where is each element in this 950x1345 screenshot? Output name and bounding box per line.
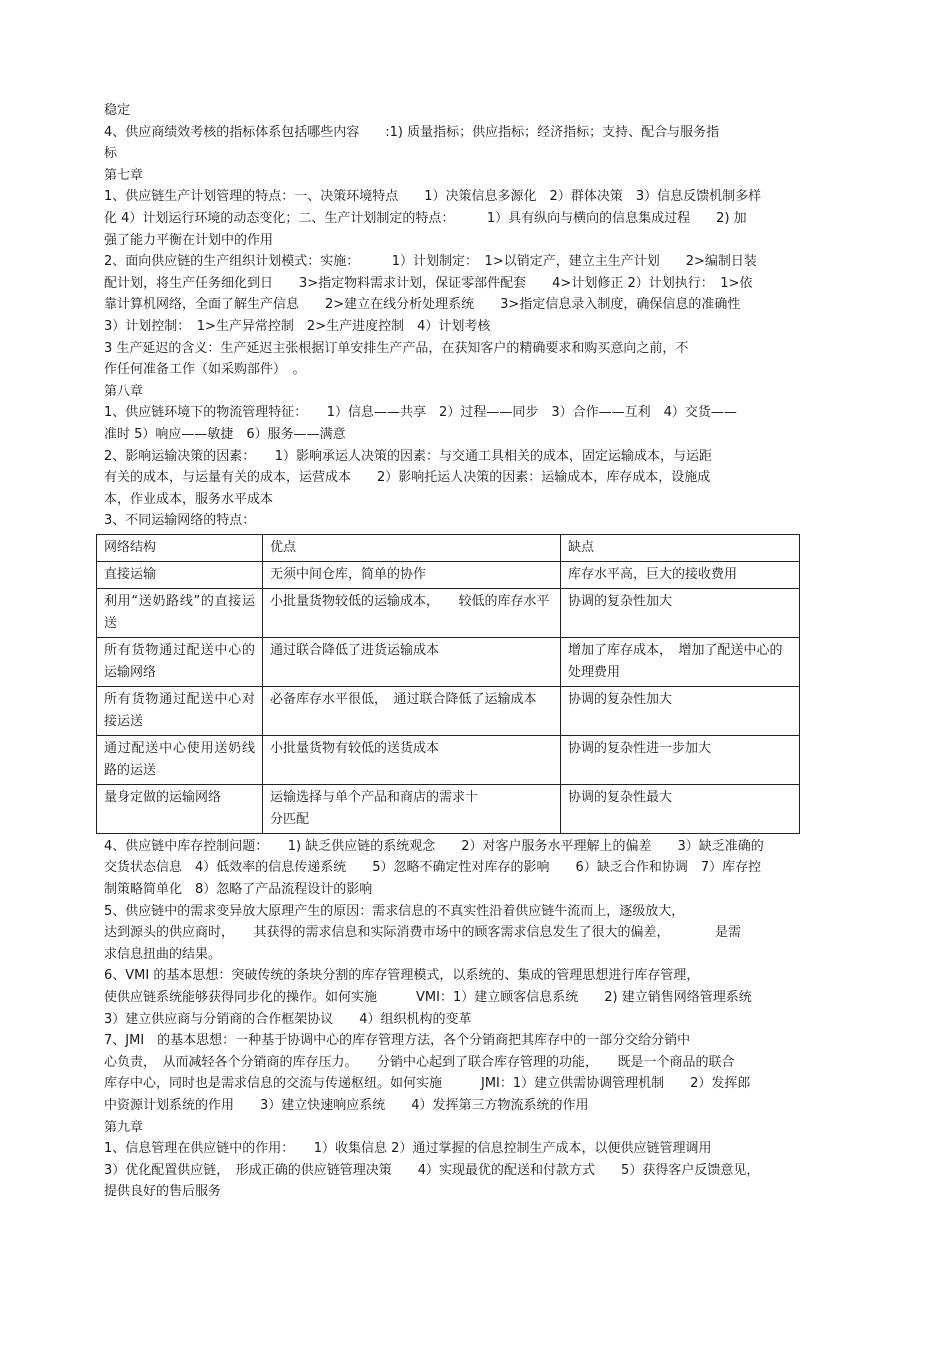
text-block-bottom xyxy=(104,836,849,1203)
text-line: 5、供应链中的需求变异放大原理产生的原因：需求信息的不真实性沿着供应链牛流而上，逐级放大， xyxy=(104,903,685,919)
table-cell: 小批量货物较低的运输成本， 较低的库存水平 xyxy=(263,588,561,637)
table-cell: 必备库存水平很低， 通过联合降低了运输成本 xyxy=(263,686,561,735)
text-line: 有关的成本，与运量有关的成本，运营成本 2）影响托运人决策的因素：运输成本，库存成本，设施成 xyxy=(104,470,711,486)
text-line: 1、供应链环境下的物流管理特征： 1）信息——共享 2）过程——同步 3）合作——互利 4）交货—— xyxy=(104,405,737,421)
text-line: 4、供应链中库存控制问题： 1) 缺乏供应链的系统观念 2）对客户服务水平理解上的偏差 3）缺乏准确的 xyxy=(104,838,764,854)
text-line: 标 xyxy=(104,146,118,162)
table-cell: 协调的复杂性加大 xyxy=(561,686,800,735)
text-line: 强了能力平衡在计划中的作用 xyxy=(104,232,274,248)
text-line: 2、面向供应链的生产组织计划模式：实施： 1）计划制定： 1>以销定产，建立主生产计划 2>编制日装 xyxy=(104,254,757,270)
text-line: 提供良好的售后服务 xyxy=(104,1184,222,1200)
text-line: 作任何准备工作（如采购部件） 。 xyxy=(104,362,306,378)
text-line: 6、VMI 的基本思想：突破传统的条块分割的库存管理模式，以系统的、集成的管理思想进行库存管理， xyxy=(104,968,700,984)
table-row xyxy=(97,588,800,637)
table-cell: 协调的复杂性加大 xyxy=(561,588,800,637)
text-line: 配计划，将生产任务细化到日 3>指定物料需求计划，保证零部件配套 4>计划修正 2）计划执行： 1>依 xyxy=(104,275,753,291)
table-cell: 直接运输 xyxy=(97,561,263,588)
text-block-top xyxy=(104,100,849,532)
table-row xyxy=(97,561,800,588)
text-line: 靠计算机网络，全面了解生产信息 2>建立在线分析处理系统 3>指定信息录入制度，确保信息的准确性 xyxy=(104,297,741,313)
text-line: 3）计划控制： 1>生产异常控制 2>生产进度控制 4）计划考核 xyxy=(104,318,491,334)
table-row xyxy=(97,686,800,735)
table-header-cell: 缺点 xyxy=(561,534,800,561)
table-header-cell: 优点 xyxy=(263,534,561,561)
transport-network-table xyxy=(96,534,800,834)
text-line: 1、供应链生产计划管理的特点：一、决策环境特点 1）决策信息多源化 2）群体决策 3）信息反馈机制多样 xyxy=(104,189,762,205)
table-cell: 利用“送奶路线”的直接运送 xyxy=(97,588,263,637)
text-line: 化 4）计划运行环境的动态变化；二、生产计划制定的特点： 1）具有纵向与横向的信息集成过程 2) 加 xyxy=(104,210,747,226)
table-cell: 增加了库存成本， 增加了配送中心的处理费用 xyxy=(561,637,800,686)
text-line: 达到源头的供应商时， 其获得的需求信息和实际消费市场中的顾客需求信息发生了很大的偏差， 是需 xyxy=(104,925,742,941)
table-cell: 通过联合降低了进货运输成本 xyxy=(263,637,561,686)
text-line: 本，作业成本，服务水平成本 xyxy=(104,491,274,507)
table-header-cell: 网络结构 xyxy=(97,534,263,561)
text-line: 第七章 xyxy=(104,167,144,183)
text-line: 7、JMI 的基本思想：一种基于协调中心的库存管理方法，各个分销商把其库存中的一部分交给分销中 xyxy=(104,1033,691,1049)
text-line: 第八章 xyxy=(104,383,144,399)
text-line: 求信息扭曲的结果。 xyxy=(104,946,222,962)
table-cell: 量身定做的运输网络 xyxy=(97,784,263,833)
text-line: 2、影响运输决策的因素： 1）影响承运人决策的因素：与交通工具相关的成本，固定运输成本，与运距 xyxy=(104,448,713,464)
text-line: 使供应链系统能够获得同步化的操作。如何实施 VMI：1）建立顾客信息系统 2) 建立销售网络管理系统 xyxy=(104,990,752,1006)
text-line: 1、信息管理在供应链中的作用： 1）收集信息 2）通过掌握的信息控制生产成本，以便供应链管理调用 xyxy=(104,1141,712,1157)
table-cell: 协调的复杂性最大 xyxy=(561,784,800,833)
document-page xyxy=(104,100,849,1203)
text-line: 交货状态信息 4）低效率的信息传递系统 5）忽略不确定性对库存的影响 6）缺乏合作和协调 7）库存控 xyxy=(104,860,762,876)
table-cell: 协调的复杂性进一步加大 xyxy=(561,735,800,784)
table-cell: 通过配送中心使用送奶线路的运送 xyxy=(97,735,263,784)
text-line: 3 生产延迟的含义：生产延迟主张根据订单安排生产产品，在获知客户的精确要求和购买意向之前，不 xyxy=(104,340,689,356)
table-cell: 所有货物通过配送中心的运输网络 xyxy=(97,637,263,686)
table-cell: 运输选择与单个产品和商店的需求十 分匹配 xyxy=(263,784,561,833)
text-line: 4、供应商绩效考核的指标体系包括哪些内容 :1) 质量指标；供应指标；经济指标；支持、配合与服务指 xyxy=(104,124,720,140)
text-line: 库存中心，同时也是需求信息的交流与传递枢纽。如何实施 JMI：1）建立供需协调管理机制 2）发挥郎 xyxy=(104,1076,751,1092)
text-line: 准时 5）响应——敏捷 6）服务——满意 xyxy=(104,426,346,442)
text-line: 第九章 xyxy=(104,1119,144,1135)
text-line: 稳定 xyxy=(104,103,131,118)
table-row xyxy=(97,784,800,833)
table-row xyxy=(97,735,800,784)
text-line: 3）建立供应商与分销商的合作框架协议 4）组织机构的变革 xyxy=(104,1011,472,1027)
table-cell: 小批量货物有较低的送货成本 xyxy=(263,735,561,784)
text-line: 制策略简单化 8）忽略了产品流程设计的影响 xyxy=(104,882,373,898)
text-line: 3）优化配置供应链， 形成正确的供应链管理决策 4）实现最优的配送和付款方式 5）获得客户反馈意见， xyxy=(104,1162,760,1178)
table-row xyxy=(97,637,800,686)
text-line: 中资源计划系统的作用 3）建立快速响应系统 4）发挥第三方物流系统的作用 xyxy=(104,1098,589,1113)
table-header-row xyxy=(97,534,800,561)
table-cell: 所有货物通过配送中心对接运送 xyxy=(97,686,263,735)
table-cell: 库存水平高，巨大的接收费用 xyxy=(561,561,800,588)
text-line: 3、不同运输网络的特点： xyxy=(104,513,256,529)
table-cell: 无须中间仓库，简单的协作 xyxy=(263,561,561,588)
text-line: 心负责， 从而减轻各个分销商的库存压力。 分销中心起到了联合库存管理的功能， 既是一个商品的联合 xyxy=(104,1054,735,1070)
